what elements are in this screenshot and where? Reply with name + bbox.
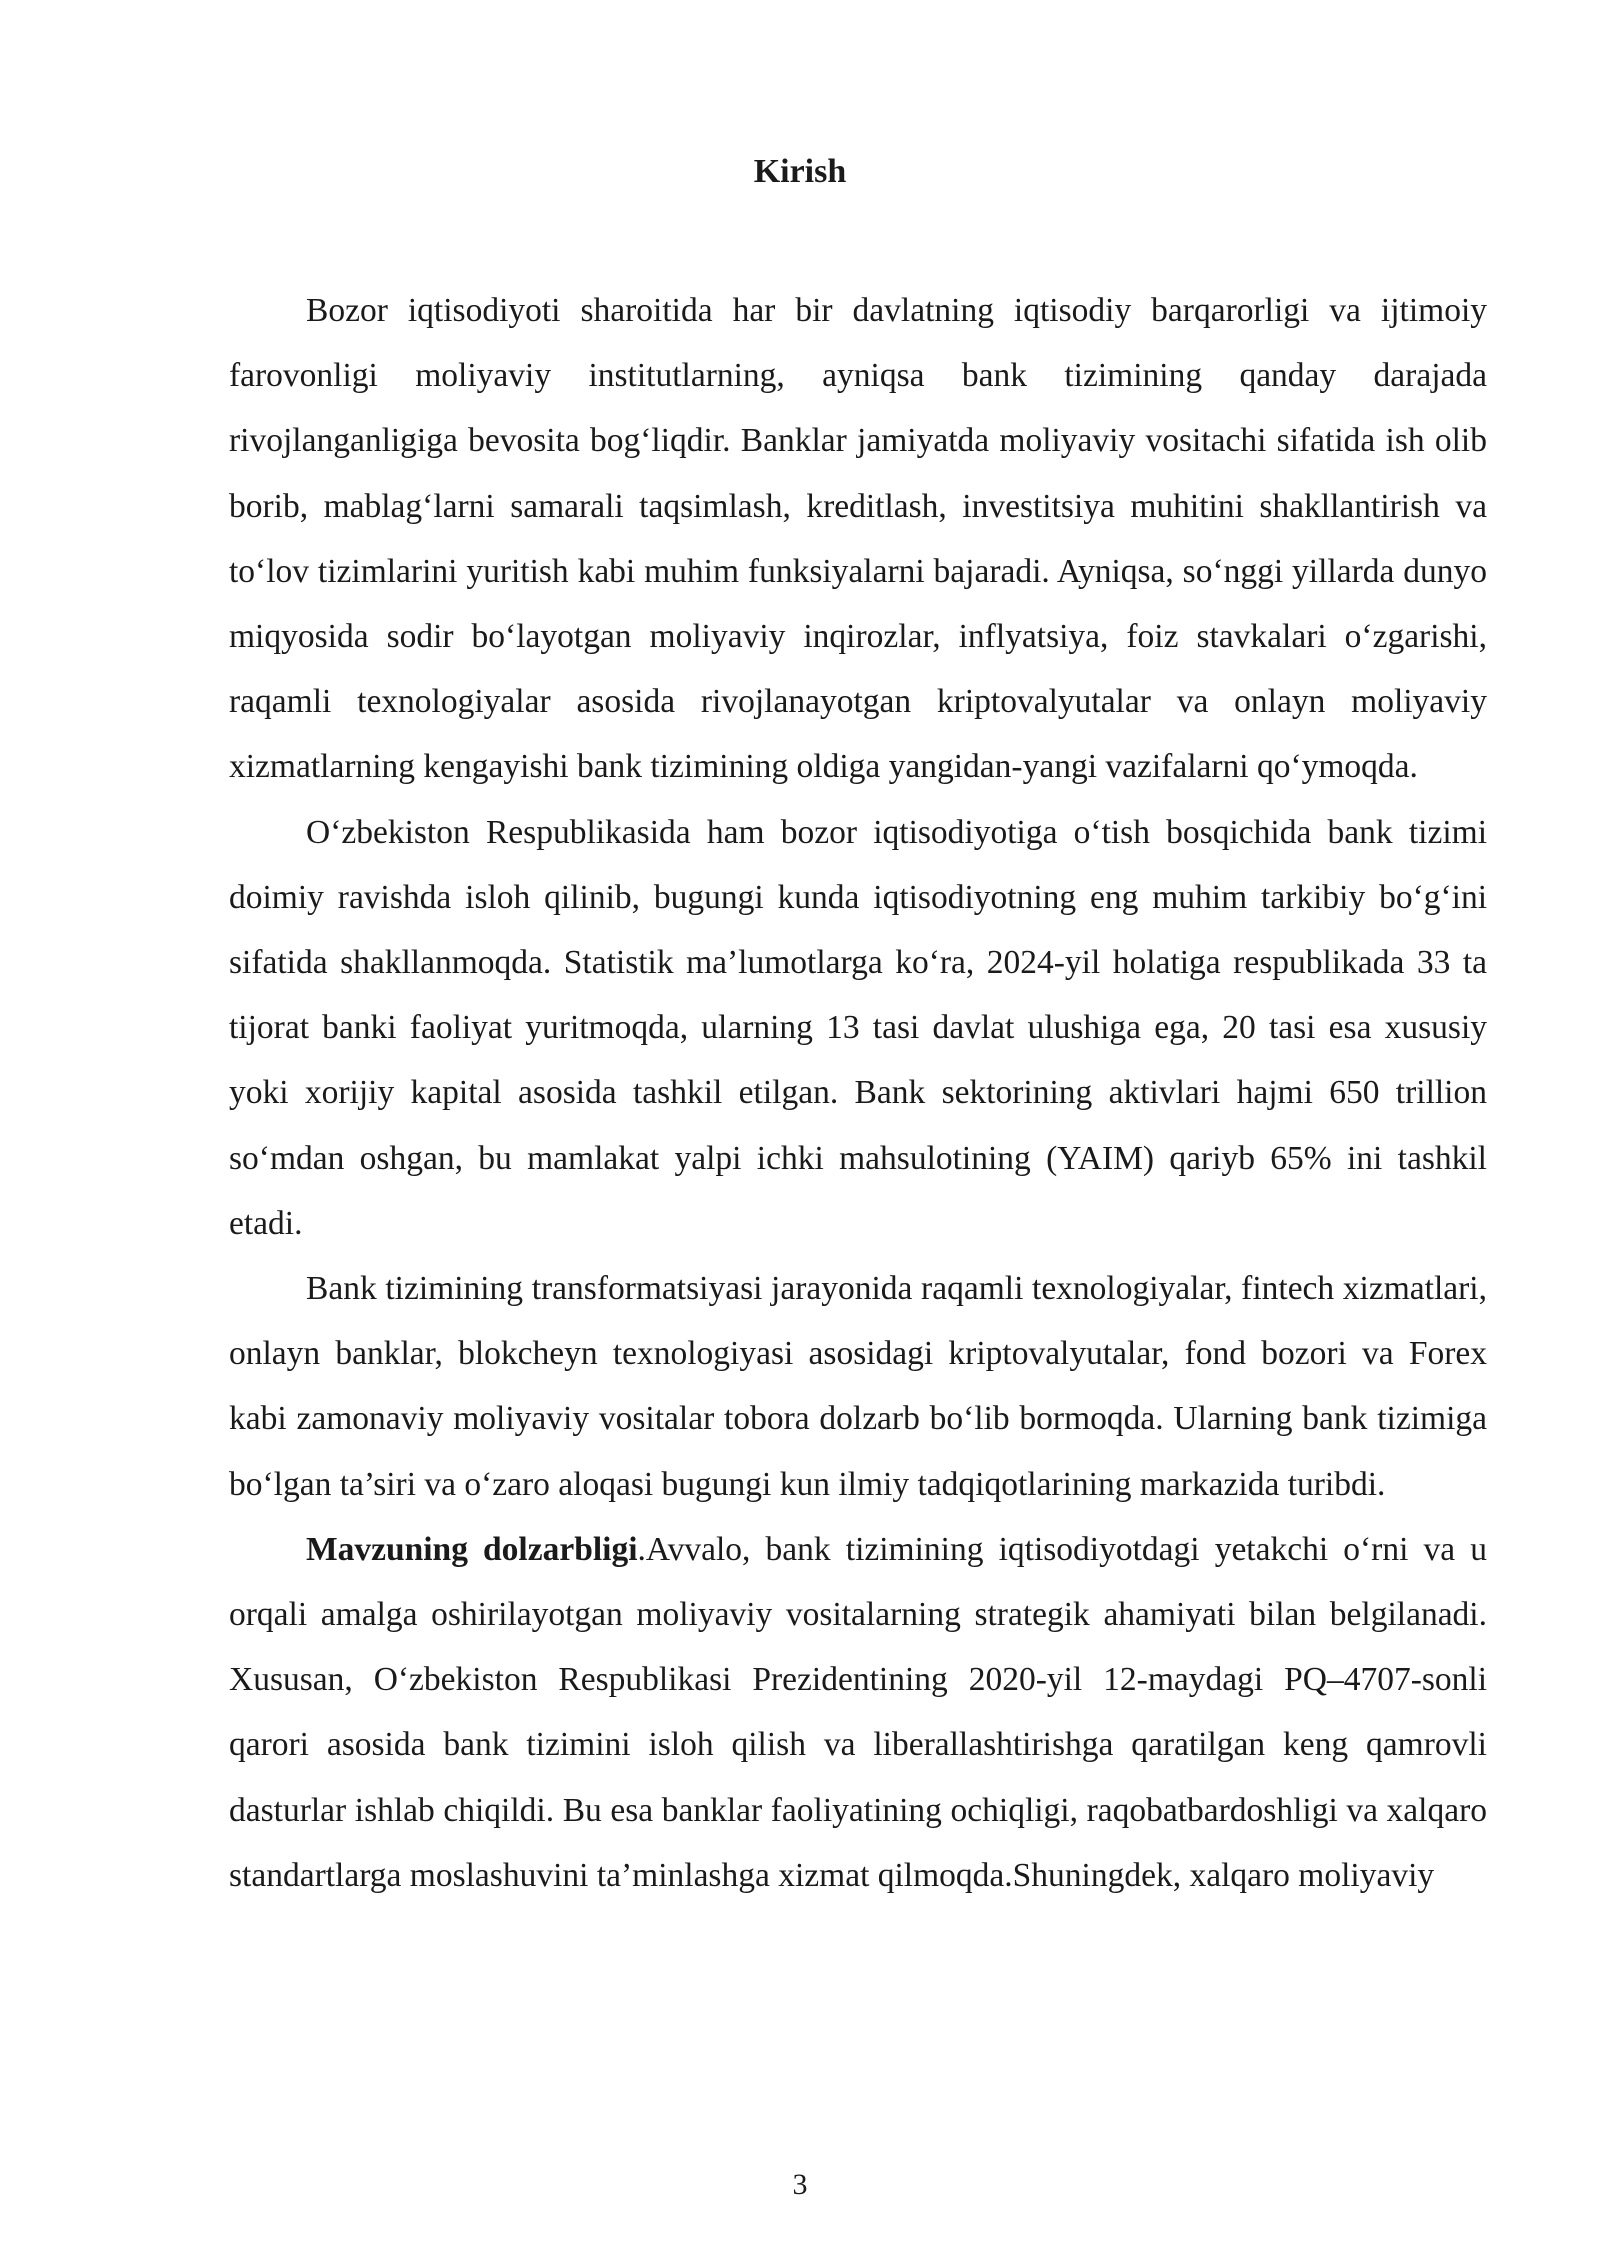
paragraph-text: O‘zbekiston Respublikasida ham bozor iqtisodiyotiga o‘tish bosqichida bank tizimi doimiy ravishda isloh qilinib, bugungi kunda iqtisodiyotning eng muhim tarkibiy bo‘g‘ini sifatida shakllanmoqda. Statistik ma’lumotlarga ko‘ra, 2024-yil holatiga respublikada 33 ta tijorat banki faoliyat yuritmoqda, ularning 13 tasi davlat ulushiga ega, 20 tasi esa xususiy yoki xorijiy kapital asosida tashkil etilgan. Bank sektorining aktivlari hajmi 650 trillion so‘mdan oshgan, bu mamlakat yalpi ichki mahsulotining (YAIM) qariyb 65% ini tashkil etadi. bbox=[229, 813, 1487, 1242]
paragraph-relevance bbox=[229, 1517, 1487, 1908]
paragraph-text: Bank tizimining transformatsiyasi jarayonida raqamli texnologiyalar, fintech xizmatlari, onlayn banklar, blokcheyn texnologiyasi asosidagi kriptovalyutalar, fond bozori va Forex kabi zamonaviy moliyaviy vositalar tobora dolzarb bo‘lib bormoqda. Ularning bank tizimiga bo‘lgan ta’siri va o‘zaro aloqasi bugungi kun ilmiy tadqiqotlarining markazida turibdi. bbox=[229, 1270, 1487, 1503]
paragraph-text: .Avvalo, bank tizimining iqtisodiyotdagi yetakchi o‘rni va u orqali amalga oshirilayotgan moliyaviy vositalarning strategik ahamiyati bilan belgilanadi. Xususan, O‘zbekiston Respublikasi Prezidentining 2020-yil 12-maydagi PQ–4707-sonli qarori asosida bank tizimini isloh qilish va liberallashtirishga qaratilgan keng qamrovli dasturlar ishlab chiqildi. Bu esa banklar faoliyatining ochiqligi, raqobatbardoshligi va xalqaro standartlarga moslashuvini ta’minlashga xizmat qilmoqda.Shuningdek, xalqaro moliyaviy bbox=[229, 1530, 1487, 1894]
paragraph-text: Bozor iqtisodiyoti sharoitida har bir davlatning iqtisodiy barqarorligi va ijtimoiy farovonligi moliyaviy institutlarning, ayniqsa bank tizimining qanday darajada rivojlanganligiga bevosita bog‘liqdir. Banklar jamiyatda moliyaviy vositachi sifatida ish olib borib, mablag‘larni samarali taqsimlash, kreditlash, investitsiya muhitini shakllantirish va to‘lov tizimlarini yuritish kabi muhim funksiyalarni bajaradi. Ayniqsa, so‘nggi yillarda dunyo miqyosida sodir bo‘layotgan moliyaviy inqirozlar, inflyatsiya, foiz stavkalari o‘zgarishi, raqamli texnologiyalar asosida rivojlanayotgan kriptovalyutalar va onlayn moliyaviy xizmatlarning kengayishi bank tizimining oldiga yangidan-yangi vazifalarni qo‘ymoqda. bbox=[229, 292, 1487, 786]
body-text bbox=[229, 278, 1487, 1908]
page-title: Kirish bbox=[753, 153, 847, 190]
page-number: 3 bbox=[792, 2168, 808, 2201]
paragraph-lead-heading: Mavzuning dolzarbligi bbox=[306, 1530, 638, 1568]
paragraph-intro bbox=[229, 278, 1487, 800]
paragraph-uzbekistan-banks bbox=[229, 800, 1487, 1256]
paragraph-transformation bbox=[229, 1256, 1487, 1517]
